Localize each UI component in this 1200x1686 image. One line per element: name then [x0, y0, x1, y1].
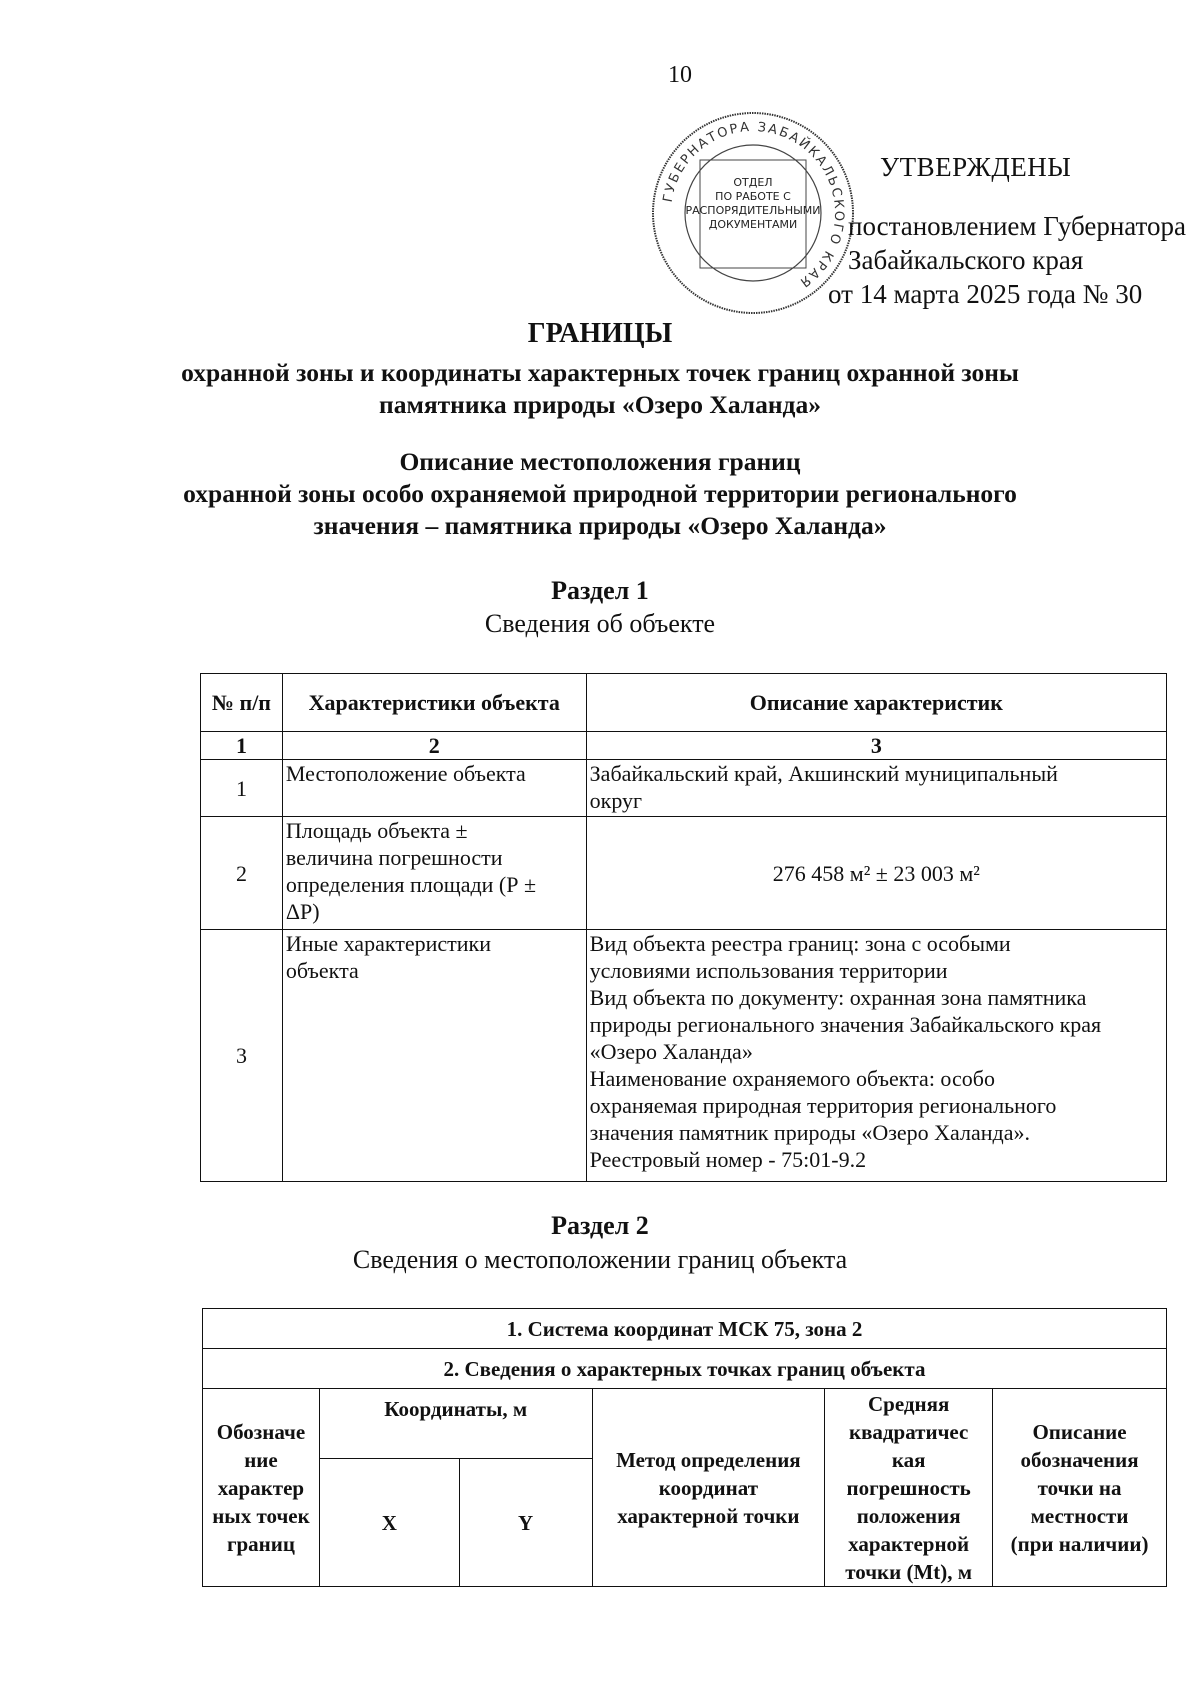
description-line2: охранной зоны особо охраняемой природной территории регионального: [183, 479, 1017, 508]
table-numbering-row: [201, 732, 1167, 760]
coordinate-system-cell: 1. Система координат МСК 75, зона 2: [203, 1309, 1167, 1349]
table-row: [201, 930, 1167, 1182]
stamp-ring-text: ГУБЕРНАТОРА ЗАБАЙКАЛЬСКОГО КРАЯ: [660, 119, 847, 291]
coordinate-system-row: [203, 1309, 1167, 1349]
numbering-cell: 3: [586, 732, 1166, 760]
section2-subtitle: Сведения о местоположении границ объекта: [352, 1245, 848, 1274]
row-number: 2: [201, 817, 283, 930]
subtitle-line1: охранной зоны и координаты характерных точек границ охранной зоны: [181, 358, 1019, 387]
approval-line4: от 14 марта 2025 года № 30: [828, 279, 1143, 309]
table-header-row: [203, 1389, 1167, 1459]
document-subtitle: [0, 357, 1200, 421]
row-number: 3: [201, 930, 283, 1182]
points-info-row: [203, 1349, 1167, 1389]
page-number: 10: [668, 62, 692, 88]
row-number: 1: [201, 760, 283, 817]
row-characteristic: Площадь объекта ± величина погрешности определения площади (Р ± ΔР): [282, 817, 586, 930]
document-title: ГРАНИЦЫ: [527, 318, 673, 349]
subtitle-line2: памятника природы «Озеро Халанда»: [379, 390, 821, 419]
approval-line3: Забайкальского края: [848, 245, 1084, 275]
header-characteristic: Характеристики объекта: [282, 674, 586, 732]
header-description: Описание характеристик: [586, 674, 1166, 732]
row-description: Забайкальский край, Акшинский муниципальный округ: [586, 760, 1166, 817]
row-characteristic: Иные характеристики объекта: [282, 930, 586, 1182]
approval-line1: УТВЕРЖДЕНЫ: [880, 152, 1072, 182]
stamp-inner-line3: РАСПОРЯДИТЕЛЬНЫМИ: [685, 204, 821, 217]
section1-title: Раздел 1: [551, 576, 649, 605]
header-num: № п/п: [201, 674, 283, 732]
header-y: Y: [459, 1459, 592, 1587]
table-row: [201, 817, 1167, 930]
table-row: [201, 760, 1167, 817]
row-characteristic: Местоположение объекта: [282, 760, 586, 817]
numbering-cell: 2: [282, 732, 586, 760]
object-info-table: [200, 673, 1167, 1182]
boundary-points-table: [202, 1308, 1167, 1587]
official-stamp: [648, 108, 858, 318]
header-method: Метод определения координат характерной точки: [592, 1389, 825, 1587]
stamp-inner-line1: ОТДЕЛ: [733, 176, 773, 189]
stamp-inner-line2: ПО РАБОТЕ С: [715, 190, 791, 203]
table-header-row: [201, 674, 1167, 732]
header-note: Описание обозначения точки на местности (при наличии): [993, 1389, 1167, 1587]
header-designation: Обозначе ние характер ных точек границ: [203, 1389, 320, 1587]
row-description: 276 458 м² ± 23 003 м²: [586, 817, 1166, 930]
section1-subtitle: Сведения об объекте: [484, 609, 716, 638]
stamp-inner-line4: ДОКУМЕНТАМИ: [708, 218, 798, 231]
description-line1: Описание местоположения границ: [399, 447, 801, 476]
points-info-cell: 2. Сведения о характерных точках границ объекта: [203, 1349, 1167, 1389]
description-line3: значения – памятника природы «Озеро Халанда»: [313, 511, 887, 540]
approval-block: [828, 150, 1186, 311]
row-description: Вид объекта реестра границ: зона с особыми условиями использования территории Вид объекта по документу: охранная зона памятника природы регионального значения Забайкальского края «Озеро Халанда» Наименование охраняемого объекта: особо охраняемая природная территория регионального значения памятник природы «Озеро Халанда». Реестровый номер - 75:01-9.2: [586, 930, 1166, 1182]
location-description-heading: [0, 446, 1200, 542]
header-x: X: [319, 1459, 459, 1587]
section2-title: Раздел 2: [551, 1211, 649, 1240]
approval-line2: постановлением Губернатора: [848, 211, 1186, 241]
header-error: Средняя квадратичес кая погрешность положения характерной точки (Mt), м: [825, 1389, 993, 1587]
numbering-cell: 1: [201, 732, 283, 760]
header-coordinates: Координаты, м: [319, 1389, 592, 1459]
